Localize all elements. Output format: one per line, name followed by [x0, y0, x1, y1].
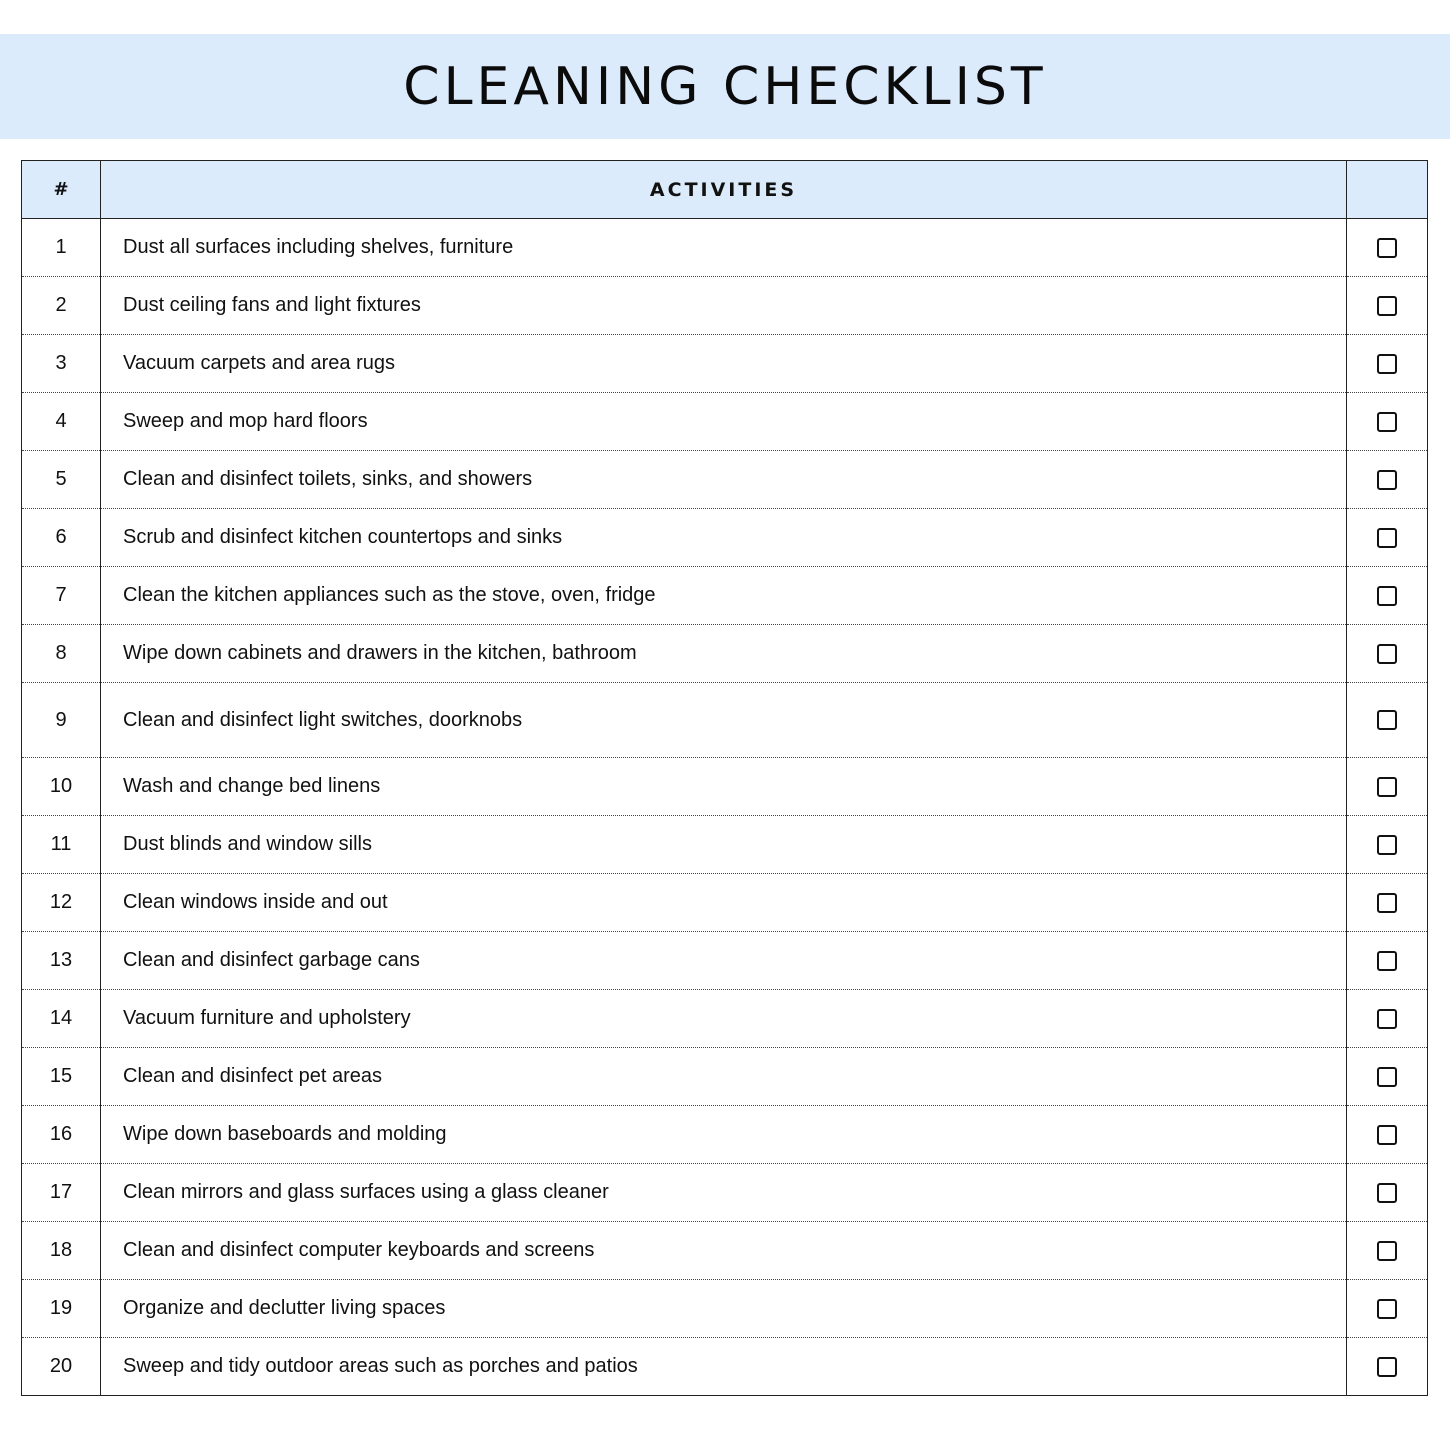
activity-text: Dust ceiling fans and light fixtures	[101, 277, 1347, 335]
row-number: 17	[22, 1164, 101, 1222]
table-row	[22, 393, 1428, 451]
activity-text: Dust all surfaces including shelves, furniture	[101, 219, 1347, 277]
table-row	[22, 219, 1428, 277]
checkbox[interactable]	[1377, 644, 1397, 664]
checkbox[interactable]	[1377, 296, 1397, 316]
checkbox-cell	[1347, 509, 1428, 567]
checkbox[interactable]	[1377, 412, 1397, 432]
checkbox[interactable]	[1377, 470, 1397, 490]
checkbox-cell	[1347, 1222, 1428, 1280]
row-number: 1	[22, 219, 101, 277]
checkbox-cell	[1347, 1338, 1428, 1396]
checkbox-cell	[1347, 990, 1428, 1048]
checkbox[interactable]	[1377, 1299, 1397, 1319]
table-row	[22, 683, 1428, 758]
header-number: #	[22, 161, 101, 219]
checkbox-cell	[1347, 625, 1428, 683]
table-row	[22, 932, 1428, 990]
row-number: 15	[22, 1048, 101, 1106]
activity-text: Clean and disinfect toilets, sinks, and showers	[101, 451, 1347, 509]
checkbox[interactable]	[1377, 1183, 1397, 1203]
table-row	[22, 758, 1428, 816]
row-number: 18	[22, 1222, 101, 1280]
activity-text: Wash and change bed linens	[101, 758, 1347, 816]
activity-text: Clean mirrors and glass surfaces using a glass cleaner	[101, 1164, 1347, 1222]
checkbox-cell	[1347, 277, 1428, 335]
checkbox[interactable]	[1377, 893, 1397, 913]
table-row	[22, 509, 1428, 567]
checkbox-cell	[1347, 451, 1428, 509]
table-row	[22, 451, 1428, 509]
table-row	[22, 1106, 1428, 1164]
checkbox-cell	[1347, 335, 1428, 393]
activity-text: Clean and disinfect light switches, doorknobs	[101, 683, 1347, 758]
row-number: 6	[22, 509, 101, 567]
checkbox-cell	[1347, 816, 1428, 874]
header-check	[1347, 161, 1428, 219]
table-row	[22, 990, 1428, 1048]
checkbox[interactable]	[1377, 1125, 1397, 1145]
table-row	[22, 1048, 1428, 1106]
checkbox[interactable]	[1377, 777, 1397, 797]
checkbox[interactable]	[1377, 951, 1397, 971]
row-number: 12	[22, 874, 101, 932]
checkbox[interactable]	[1377, 586, 1397, 606]
checkbox-cell	[1347, 758, 1428, 816]
row-number: 13	[22, 932, 101, 990]
checkbox-cell	[1347, 874, 1428, 932]
activity-text: Clean and disinfect pet areas	[101, 1048, 1347, 1106]
checkbox-cell	[1347, 1164, 1428, 1222]
row-number: 11	[22, 816, 101, 874]
activity-text: Clean the kitchen appliances such as the stove, oven, fridge	[101, 567, 1347, 625]
checkbox[interactable]	[1377, 1357, 1397, 1377]
table-row	[22, 1338, 1428, 1396]
table-row	[22, 1222, 1428, 1280]
table-row	[22, 335, 1428, 393]
checkbox[interactable]	[1377, 1009, 1397, 1029]
row-number: 16	[22, 1106, 101, 1164]
activity-text: Dust blinds and window sills	[101, 816, 1347, 874]
row-number: 9	[22, 683, 101, 758]
title-banner	[0, 34, 1450, 139]
table-row	[22, 1164, 1428, 1222]
activity-text: Wipe down cabinets and drawers in the kitchen, bathroom	[101, 625, 1347, 683]
row-number: 19	[22, 1280, 101, 1338]
checkbox-cell	[1347, 1048, 1428, 1106]
checkbox-cell	[1347, 393, 1428, 451]
row-number: 10	[22, 758, 101, 816]
table-row	[22, 1280, 1428, 1338]
table-row	[22, 816, 1428, 874]
checkbox-cell	[1347, 219, 1428, 277]
checkbox-cell	[1347, 683, 1428, 758]
checkbox-cell	[1347, 932, 1428, 990]
header-row	[22, 161, 1428, 219]
checkbox-cell	[1347, 567, 1428, 625]
checkbox[interactable]	[1377, 1067, 1397, 1087]
checkbox[interactable]	[1377, 354, 1397, 374]
checkbox[interactable]	[1377, 238, 1397, 258]
activity-text: Clean windows inside and out	[101, 874, 1347, 932]
checkbox[interactable]	[1377, 528, 1397, 548]
activity-text: Sweep and tidy outdoor areas such as porches and patios	[101, 1338, 1347, 1396]
table-row	[22, 874, 1428, 932]
row-number: 20	[22, 1338, 101, 1396]
row-number: 4	[22, 393, 101, 451]
row-number: 8	[22, 625, 101, 683]
header-activities: ACTIVITIES	[101, 161, 1347, 219]
row-number: 14	[22, 990, 101, 1048]
table-row	[22, 567, 1428, 625]
checkbox[interactable]	[1377, 835, 1397, 855]
table-row	[22, 277, 1428, 335]
activity-text: Vacuum carpets and area rugs	[101, 335, 1347, 393]
page-title: CLEANING CHECKLIST	[403, 56, 1047, 117]
activity-text: Clean and disinfect garbage cans	[101, 932, 1347, 990]
checkbox[interactable]	[1377, 710, 1397, 730]
row-number: 7	[22, 567, 101, 625]
activity-text: Clean and disinfect computer keyboards and screens	[101, 1222, 1347, 1280]
checkbox-cell	[1347, 1106, 1428, 1164]
checklist-table	[21, 160, 1428, 1396]
activity-text: Organize and declutter living spaces	[101, 1280, 1347, 1338]
checkbox-cell	[1347, 1280, 1428, 1338]
activity-text: Sweep and mop hard floors	[101, 393, 1347, 451]
table-row	[22, 625, 1428, 683]
row-number: 3	[22, 335, 101, 393]
activity-text: Wipe down baseboards and molding	[101, 1106, 1347, 1164]
checkbox[interactable]	[1377, 1241, 1397, 1261]
row-number: 2	[22, 277, 101, 335]
activity-text: Scrub and disinfect kitchen countertops and sinks	[101, 509, 1347, 567]
activity-text: Vacuum furniture and upholstery	[101, 990, 1347, 1048]
row-number: 5	[22, 451, 101, 509]
